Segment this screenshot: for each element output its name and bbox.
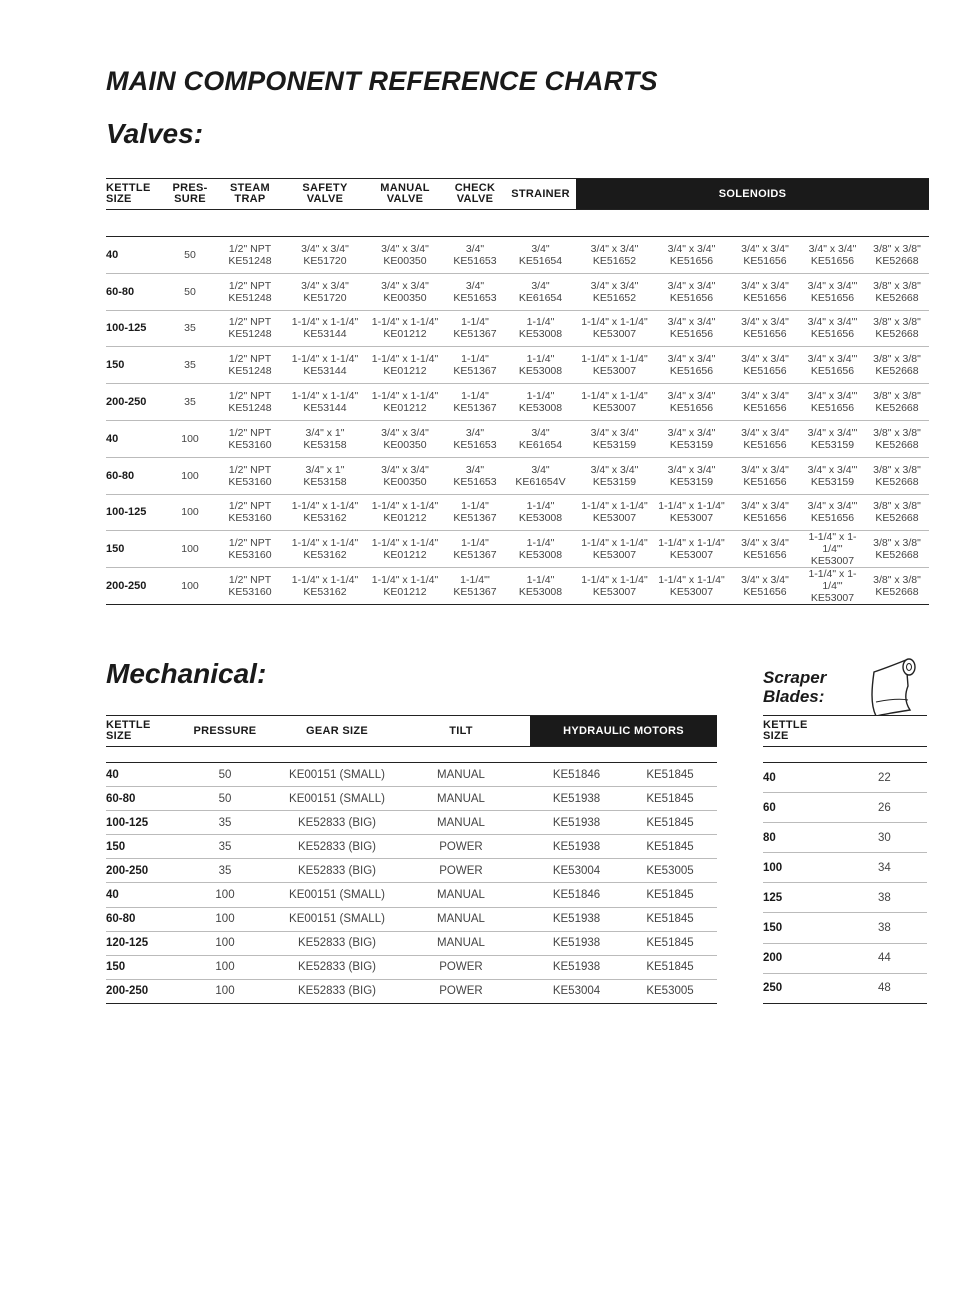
scraper-blades-title — [763, 668, 826, 706]
table-cell: KE00151 (SMALL) — [282, 907, 392, 931]
table-row — [106, 787, 717, 811]
table-cell: 40 — [106, 883, 168, 907]
table-cell: MANUAL — [392, 763, 530, 787]
table-cell: 3/8" x 3/8" KE52668 — [865, 568, 929, 605]
table-cell: 1-1/4" x 1-1/4" KE53162 — [285, 494, 365, 531]
table-cell: 1-1/4" x 1-1/4" KE53007 — [653, 568, 730, 605]
table-cell: KE51938 — [530, 931, 623, 955]
table-cell: 1/2" NPT KE53160 — [215, 494, 285, 531]
table-cell: KE00151 (SMALL) — [282, 787, 392, 811]
table-cell: 1-1/4" x 1-1/4" KE53007 — [576, 347, 653, 384]
table-cell: KE52833 (BIG) — [282, 811, 392, 835]
mechanical-header-1: PRESSURE — [168, 716, 282, 747]
table-cell: 3/4" KE61654V — [505, 457, 576, 494]
table-cell: KE53005 — [623, 859, 717, 883]
table-cell: 3/8" x 3/8" KE52668 — [865, 457, 929, 494]
table-row — [763, 913, 927, 943]
table-cell: KE52833 (BIG) — [282, 955, 392, 979]
table-cell: 35 — [165, 384, 215, 421]
table-row — [106, 568, 929, 605]
table-row — [763, 853, 927, 883]
table-cell: 22 — [878, 763, 927, 793]
table-cell: 1-1/4" x 1-1/4" KE01212 — [365, 310, 445, 347]
table-cell: 1-1/4" x 1-1/4" KE53007 — [576, 531, 653, 568]
valves-header-solenoids: SOLENOIDS — [576, 179, 929, 210]
table-cell: MANUAL — [392, 907, 530, 931]
table-cell: KE51938 — [530, 955, 623, 979]
table-cell: 3/4" KE51653 — [445, 273, 505, 310]
table-cell: 3/4" KE51654 — [505, 237, 576, 274]
table-cell: MANUAL — [392, 811, 530, 835]
table-cell: 100 — [165, 420, 215, 457]
table-cell: 1/2" NPT KE51248 — [215, 310, 285, 347]
table-cell: 3/4" x 1" KE53158 — [285, 420, 365, 457]
table-cell: 250 — [763, 973, 878, 1003]
table-cell: 50 — [165, 237, 215, 274]
table-cell: 100-125 — [106, 811, 168, 835]
table-cell: 1-1/4" x 1-1/4" KE53144 — [285, 347, 365, 384]
table-cell: KE51845 — [623, 907, 717, 931]
table-cell: 3/4" x 3/4" KE00350 — [365, 273, 445, 310]
table-row — [106, 531, 929, 568]
table-cell: 1-1/4" KE53008 — [505, 347, 576, 384]
table-cell: 100 — [165, 568, 215, 605]
table-cell: 1-1/4" x 1-1/4" KE01212 — [365, 347, 445, 384]
table-cell: 200-250 — [106, 568, 165, 605]
table-cell: KE52833 (BIG) — [282, 859, 392, 883]
table-cell: 3/8" x 3/8" KE52668 — [865, 310, 929, 347]
table-cell: 3/4" x 3/4" KE51656 — [653, 347, 730, 384]
table-cell: 60 — [763, 793, 878, 823]
table-cell: 3/4" x 3/4" KE51656 — [730, 237, 800, 274]
page-title: MAIN COMPONENT REFERENCE CHARTS — [106, 66, 658, 96]
table-cell: 100 — [763, 853, 878, 883]
table-cell: 3/4" x 3/4" KE51656 — [653, 310, 730, 347]
table-row — [106, 420, 929, 457]
table-cell: 150 — [106, 955, 168, 979]
table-cell: 1/2" NPT KE51248 — [215, 273, 285, 310]
table-cell: 3/4" x 3/4"' KE51656 — [800, 347, 865, 384]
table-cell: 3/4" x 3/4" KE00350 — [365, 457, 445, 494]
table-cell: KE51938 — [530, 907, 623, 931]
table-cell: 1/2" NPT KE51248 — [215, 347, 285, 384]
table-cell: 1-1/4"' KE51367 — [445, 568, 505, 605]
table-cell: 3/4" x 3/4" KE51656 — [653, 237, 730, 274]
table-cell: 3/8" x 3/8" KE52668 — [865, 347, 929, 384]
table-cell: 100 — [168, 955, 282, 979]
table-row — [763, 823, 927, 853]
table-cell: 3/4" x 3/4"' KE53159 — [800, 420, 865, 457]
table-cell: 3/4" x 3/4" KE51656 — [653, 384, 730, 421]
table-cell: 1-1/4" x 1-1/4" KE53007 — [576, 494, 653, 531]
mechanical-title: Mechanical: — [106, 658, 267, 689]
table-cell: 3/4" x 3/4" KE51656 — [730, 347, 800, 384]
table-cell: MANUAL — [392, 931, 530, 955]
table-cell: 3/8" x 3/8" KE52668 — [865, 494, 929, 531]
table-cell: 3/8" x 3/8" KE52668 — [865, 237, 929, 274]
table-cell: KE52833 (BIG) — [282, 931, 392, 955]
table-cell: 3/4" x 3/4"' KE51656 — [800, 494, 865, 531]
table-cell: POWER — [392, 955, 530, 979]
table-cell: 200-250 — [106, 859, 168, 883]
table-row — [106, 955, 717, 979]
table-cell: KE51845 — [623, 763, 717, 787]
table-cell: KE00151 (SMALL) — [282, 763, 392, 787]
table-cell: 1-1/4" x 1-1/4" KE53007 — [653, 531, 730, 568]
table-cell: 1/2" NPT KE53160 — [215, 420, 285, 457]
valves-header-1: PRES- SURE — [165, 179, 215, 210]
table-cell: 1-1/4" KE53008 — [505, 494, 576, 531]
valves-header-0: KETTLE SIZE — [106, 179, 165, 210]
table-cell: 3/4" KE51653 — [445, 237, 505, 274]
table-cell: 1-1/4" x 1-1/4" KE53007 — [576, 310, 653, 347]
table-cell: 80 — [763, 823, 878, 853]
table-cell: 1-1/4" KE53008 — [505, 384, 576, 421]
table-cell: 1-1/4" x 1-1/4" KE01212 — [365, 384, 445, 421]
table-cell: 1/2" NPT KE53160 — [215, 457, 285, 494]
table-cell: 200-250 — [106, 384, 165, 421]
valves-header-2: STEAM TRAP — [215, 179, 285, 210]
table-row — [106, 811, 717, 835]
table-cell: KE51845 — [623, 955, 717, 979]
scraper-header-kettle-size: KETTLE SIZE — [763, 716, 927, 747]
table-cell: KE53004 — [530, 859, 623, 883]
table-row — [106, 237, 929, 274]
table-cell: 40 — [106, 237, 165, 274]
table-row — [106, 859, 717, 883]
valves-title: Valves: — [106, 118, 204, 149]
table-cell: 30 — [878, 823, 927, 853]
table-cell: 1/2" NPT KE51248 — [215, 384, 285, 421]
table-cell: 60-80 — [106, 457, 165, 494]
table-cell: KE51938 — [530, 811, 623, 835]
table-cell: 60-80 — [106, 907, 168, 931]
table-cell: 1-1/4" x 1-1/4" KE53007 — [653, 494, 730, 531]
table-cell: 3/4" x 3/4" KE00350 — [365, 237, 445, 274]
table-cell: KE51938 — [530, 787, 623, 811]
table-cell: 200 — [763, 943, 878, 973]
table-cell: POWER — [392, 859, 530, 883]
table-cell: 1-1/4" x 1-1/4" KE53162 — [285, 568, 365, 605]
table-cell: KE51846 — [530, 883, 623, 907]
table-cell: KE51845 — [623, 811, 717, 835]
table-cell: 100 — [165, 457, 215, 494]
table-cell: 3/4" KE51653 — [445, 420, 505, 457]
table-cell: 1-1/4" KE51367 — [445, 384, 505, 421]
table-cell: 100 — [168, 979, 282, 1003]
table-cell: 1-1/4" x 1-1/4" KE53144 — [285, 384, 365, 421]
valves-header-4: MANUAL VALVE — [365, 179, 445, 210]
table-row — [106, 907, 717, 931]
table-cell: 1-1/4" KE53008 — [505, 531, 576, 568]
table-row — [106, 835, 717, 859]
table-cell: 3/4" x 3/4" KE53159 — [576, 457, 653, 494]
table-cell: 3/4" x 3/4" KE51656 — [730, 568, 800, 605]
mechanical-header-2: GEAR SIZE — [282, 716, 392, 747]
mechanical-header-hydraulic-motors: HYDRAULIC MOTORS — [530, 716, 717, 747]
valves-table — [106, 178, 929, 605]
table-cell: 3/4" x 3/4" KE51656 — [653, 273, 730, 310]
table-cell: 40 — [106, 420, 165, 457]
table-cell: 3/4" KE51653 — [445, 457, 505, 494]
table-cell: 35 — [165, 347, 215, 384]
table-cell: 125 — [763, 883, 878, 913]
table-cell: 60-80 — [106, 787, 168, 811]
table-row — [106, 494, 929, 531]
table-cell: 3/4" x 3/4" KE51656 — [730, 531, 800, 568]
table-cell: 3/8" x 3/8" KE52668 — [865, 273, 929, 310]
table-cell: 34 — [878, 853, 927, 883]
table-cell: 3/4" x 3/4" KE51720 — [285, 273, 365, 310]
table-cell: 1-1/4" x 1-1/4" KE53007 — [576, 384, 653, 421]
table-cell: 120-125 — [106, 931, 168, 955]
table-cell: 3/4" x 3/4"' KE51656 — [800, 384, 865, 421]
table-cell: MANUAL — [392, 787, 530, 811]
scraper-blade-icon — [864, 656, 920, 716]
table-cell: 1/2" NPT KE53160 — [215, 568, 285, 605]
table-cell: 150 — [106, 531, 165, 568]
table-cell: 60-80 — [106, 273, 165, 310]
mechanical-table — [106, 715, 717, 1004]
table-cell: 1-1/4" x 1-1/4" KE01212 — [365, 531, 445, 568]
table-cell: 100-125 — [106, 310, 165, 347]
table-row — [106, 384, 929, 421]
table-cell: KE52833 (BIG) — [282, 835, 392, 859]
table-cell: 3/8" x 3/8" KE52668 — [865, 384, 929, 421]
table-cell: 40 — [106, 763, 168, 787]
scraper-blades-table — [763, 715, 927, 1004]
table-row — [763, 763, 927, 793]
table-cell: 38 — [878, 883, 927, 913]
valves-header-6: STRAINER — [505, 179, 576, 210]
table-cell: 1-1/4" KE51367 — [445, 531, 505, 568]
scraper-title-line1: Scraper — [763, 668, 827, 687]
table-cell: 3/4" x 3/4" KE51656 — [730, 457, 800, 494]
table-cell: 3/4" x 3/4"' KE51656 — [800, 310, 865, 347]
table-cell: 35 — [168, 811, 282, 835]
table-cell: 100-125 — [106, 494, 165, 531]
table-cell: 3/4" x 3/4" KE51656 — [730, 310, 800, 347]
table-cell: POWER — [392, 979, 530, 1003]
mechanical-header-3: TILT — [392, 716, 530, 747]
table-cell: KE51845 — [623, 787, 717, 811]
table-cell: 3/8" x 3/8" KE52668 — [865, 420, 929, 457]
table-cell: 3/4" KE61654 — [505, 273, 576, 310]
table-cell: 100 — [165, 531, 215, 568]
table-cell: KE53004 — [530, 979, 623, 1003]
table-cell: 3/4" x 3/4" KE51656 — [730, 494, 800, 531]
table-cell: 35 — [165, 310, 215, 347]
table-row — [763, 973, 927, 1003]
table-cell: 100 — [165, 494, 215, 531]
table-cell: 1-1/4" KE53008 — [505, 568, 576, 605]
table-cell: 1-1/4" x 1-1/4" KE01212 — [365, 568, 445, 605]
table-cell: 1-1/4" KE51367 — [445, 347, 505, 384]
table-cell: 40 — [763, 763, 878, 793]
table-cell: KE51845 — [623, 931, 717, 955]
table-cell: 200-250 — [106, 979, 168, 1003]
table-cell: 150 — [106, 835, 168, 859]
table-row — [763, 883, 927, 913]
table-cell: 3/4" x 3/4"' KE51656 — [800, 273, 865, 310]
table-row — [763, 793, 927, 823]
table-row — [763, 943, 927, 973]
table-cell: 48 — [878, 973, 927, 1003]
table-row — [106, 979, 717, 1003]
table-cell: 1-1/4" KE51367 — [445, 494, 505, 531]
table-cell: 1/2" NPT KE51248 — [215, 237, 285, 274]
table-cell: 1-1/4" x 1-1/4"' KE53007 — [800, 568, 865, 605]
table-cell: KE53005 — [623, 979, 717, 1003]
table-cell: 1-1/4" KE53008 — [505, 310, 576, 347]
table-cell: 35 — [168, 835, 282, 859]
table-row — [106, 273, 929, 310]
table-cell: KE52833 (BIG) — [282, 979, 392, 1003]
table-cell: KE51845 — [623, 883, 717, 907]
valves-header-5: CHECK VALVE — [445, 179, 505, 210]
table-cell: 3/4" x 3/4" KE51656 — [730, 384, 800, 421]
table-cell: 38 — [878, 913, 927, 943]
table-cell: 3/4" KE61654 — [505, 420, 576, 457]
table-row — [106, 347, 929, 384]
table-cell: KE51845 — [623, 835, 717, 859]
valves-header-3: SAFETY VALVE — [285, 179, 365, 210]
table-cell: 3/4" x 3/4" KE51656 — [730, 273, 800, 310]
table-cell: 3/4" x 3/4" KE53159 — [653, 457, 730, 494]
table-cell: 1-1/4" x 1-1/4" KE53162 — [285, 531, 365, 568]
mechanical-header-0: KETTLE SIZE — [106, 716, 168, 747]
table-cell: 3/4" x 3/4" KE53159 — [576, 420, 653, 457]
table-cell: MANUAL — [392, 883, 530, 907]
table-cell: 100 — [168, 931, 282, 955]
table-cell: 3/4" x 1" KE53158 — [285, 457, 365, 494]
table-cell: 3/4" x 3/4"' KE53159 — [800, 457, 865, 494]
table-cell: 3/4" x 3/4" KE51652 — [576, 273, 653, 310]
table-cell: 3/4" x 3/4" KE53159 — [653, 420, 730, 457]
table-row — [106, 883, 717, 907]
table-cell: 100 — [168, 883, 282, 907]
table-cell: KE51938 — [530, 835, 623, 859]
table-cell: 3/4" x 3/4" KE51656 — [800, 237, 865, 274]
table-cell: 26 — [878, 793, 927, 823]
table-cell: 1-1/4" x 1-1/4" KE01212 — [365, 494, 445, 531]
table-cell: 3/4" x 3/4" KE00350 — [365, 420, 445, 457]
table-cell: 1-1/4" x 1-1/4" KE53144 — [285, 310, 365, 347]
table-cell: 44 — [878, 943, 927, 973]
table-cell: 3/4" x 3/4" KE51656 — [730, 420, 800, 457]
table-cell: 3/4" x 3/4" KE51720 — [285, 237, 365, 274]
table-cell: 150 — [763, 913, 878, 943]
table-cell: 3/4" x 3/4" KE51652 — [576, 237, 653, 274]
table-row — [106, 457, 929, 494]
table-cell: 1-1/4" KE51367 — [445, 310, 505, 347]
table-cell: 100 — [168, 907, 282, 931]
table-row — [106, 310, 929, 347]
table-row — [106, 763, 717, 787]
table-cell: KE00151 (SMALL) — [282, 883, 392, 907]
scraper-title-line2: Blades: — [763, 687, 825, 706]
table-row — [106, 931, 717, 955]
table-cell: 1-1/4" x 1-1/4"' KE53007 — [800, 531, 865, 568]
table-cell: 50 — [168, 763, 282, 787]
table-cell: 3/8" x 3/8" KE52668 — [865, 531, 929, 568]
table-cell: 1-1/4" x 1-1/4" KE53007 — [576, 568, 653, 605]
table-cell: KE51846 — [530, 763, 623, 787]
table-cell: 1/2" NPT KE53160 — [215, 531, 285, 568]
table-cell: 50 — [168, 787, 282, 811]
table-cell: 50 — [165, 273, 215, 310]
table-cell: 35 — [168, 859, 282, 883]
table-cell: POWER — [392, 835, 530, 859]
table-cell: 150 — [106, 347, 165, 384]
